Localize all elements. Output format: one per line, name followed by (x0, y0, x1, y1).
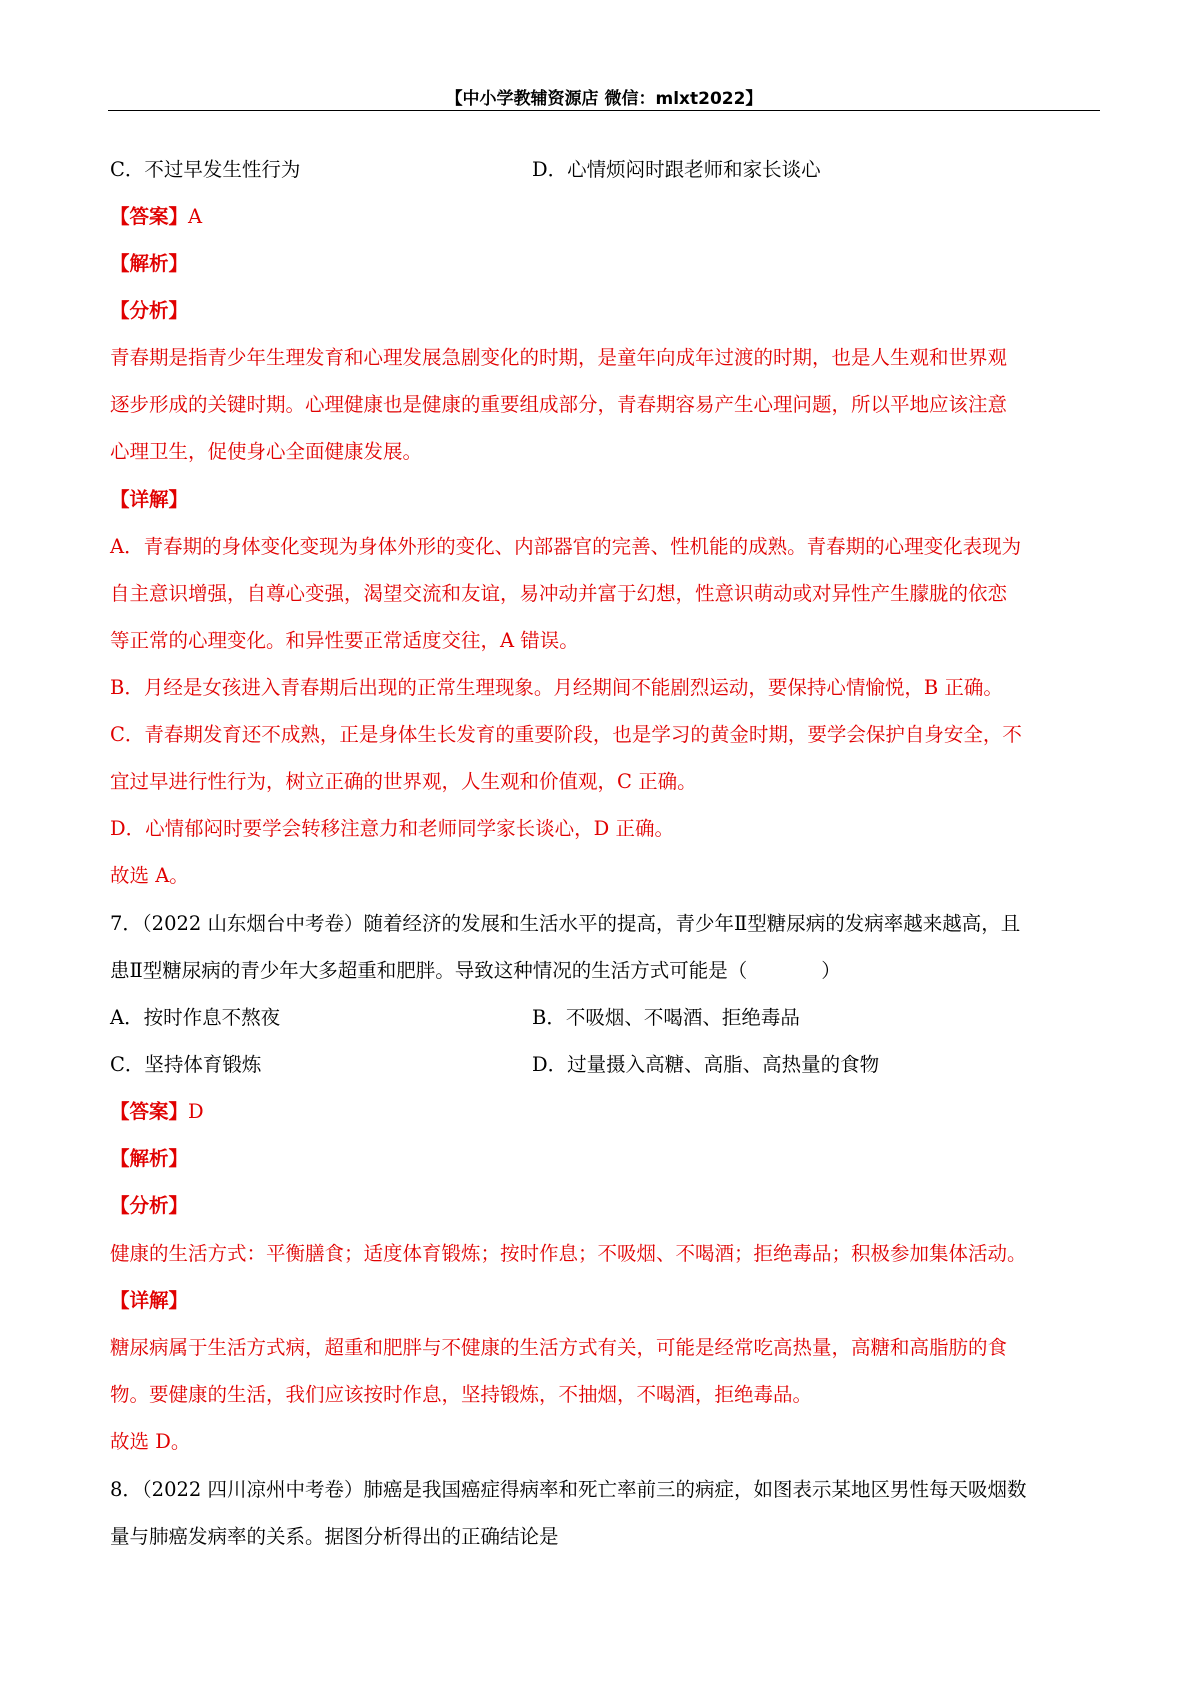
q6-analysis-line: 心理卫生，促使身心全面健康发展。 (110, 440, 423, 463)
q7-stem-line: 7．（2022 山东烟台中考卷）随着经济的发展和生活水平的提高，青少年Ⅱ型糖尿病的发病率越来越高，且 (110, 912, 1021, 935)
answer-tag: 【答案】 (110, 1100, 189, 1123)
q7-fenxi-heading: 【分析】 (110, 1194, 189, 1217)
answer-value: D (188, 1100, 204, 1123)
q7-jiexi-heading: 【解析】 (110, 1147, 189, 1170)
answer-tag: 【答案】 (110, 205, 189, 228)
header-divider (108, 110, 1100, 111)
q8-stem-line: 8．（2022 四川凉州中考卷）肺癌是我国癌症得病率和死亡率前三的病症，如图表示某地区男性每天吸烟数 (110, 1478, 1027, 1501)
q7-answer (110, 1098, 204, 1126)
q6-option-c: C．不过早发生性行为 (110, 158, 301, 181)
q6-option-d: D．心情烦闷时跟老师和家长谈心 (532, 158, 821, 181)
q6-detail-line: D．心情郁闷时要学会转移注意力和老师同学家长谈心，D 正确。 (110, 817, 674, 840)
q6-detail-line: C．青春期发育还不成熟，正是身体生长发育的重要阶段，也是学习的黄金时期，要学会保护自身安全，不 (110, 723, 1022, 746)
q6-analysis-line: 逐步形成的关键时期。心理健康也是健康的重要组成部分，青春期容易产生心理问题，所以平地应该注意 (110, 393, 1008, 416)
q7-stem-close: ） (821, 959, 841, 982)
q6-detail-line: 宜过早进行性行为，树立正确的世界观，人生观和价值观，C 正确。 (110, 770, 697, 793)
q6-jiexi-heading: 【解析】 (110, 252, 189, 275)
q6-xiangjie-heading: 【详解】 (110, 488, 189, 511)
q7-conclusion: 故选 D。 (110, 1430, 191, 1453)
q7-option-a: A．按时作息不熬夜 (110, 1006, 281, 1029)
q6-detail-line: B．月经是女孩进入青春期后出现的正常生理现象。月经期间不能剧烈运动，要保持心情愉悦，B 正确。 (110, 676, 1003, 699)
q7-detail-line: 糖尿病属于生活方式病，超重和肥胖与不健康的生活方式有关，可能是经常吃高热量，高糖和高脂肪的食 (110, 1336, 1008, 1359)
q8-stem-line: 量与肺癌发病率的关系。据图分析得出的正确结论是 (110, 1525, 559, 1548)
q6-fenxi-heading: 【分析】 (110, 299, 189, 322)
q7-detail-line: 物。要健康的生活，我们应该按时作息，坚持锻炼，不抽烟，不喝酒，拒绝毒品。 (110, 1383, 813, 1406)
q7-option-d: D．过量摄入高糖、高脂、高热量的食物 (532, 1053, 880, 1076)
q6-detail-line: 等正常的心理变化。和异性要正常适度交往，A 错误。 (110, 629, 579, 652)
answer-value: A (188, 205, 203, 228)
q7-option-b: B．不吸烟、不喝酒、拒绝毒品 (532, 1006, 800, 1029)
q6-analysis-line: 青春期是指青少年生理发育和心理发展急剧变化的时期，是童年向成年过渡的时期，也是人生观和世界观 (110, 346, 1008, 369)
q6-detail-line: 自主意识增强，自尊心变强，渴望交流和友谊，易冲动并富于幻想，性意识萌动或对异性产生朦胧的依恋 (110, 582, 1008, 605)
q7-stem-line (110, 957, 841, 985)
q7-stem-text: 患Ⅱ型糖尿病的青少年大多超重和肥胖。导致这种情况的生活方式可能是（ (110, 959, 748, 982)
q7-xiangjie-heading: 【详解】 (110, 1289, 189, 1312)
page-header: 【中小学教辅资源店 微信：mlxt2022】 (445, 89, 763, 109)
q6-conclusion: 故选 A。 (110, 864, 189, 887)
q7-option-c: C．坚持体育锻炼 (110, 1053, 262, 1076)
q6-answer (110, 203, 202, 231)
q6-detail-line: A．青春期的身体变化变现为身体外形的变化、内部器官的完善、性机能的成熟。青春期的心理变化表现为 (110, 535, 1022, 558)
q7-analysis-line: 健康的生活方式：平衡膳食；适度体育锻炼；按时作息；不吸烟、不喝酒；拒绝毒品；积极参加集体活动。 (110, 1242, 1027, 1265)
